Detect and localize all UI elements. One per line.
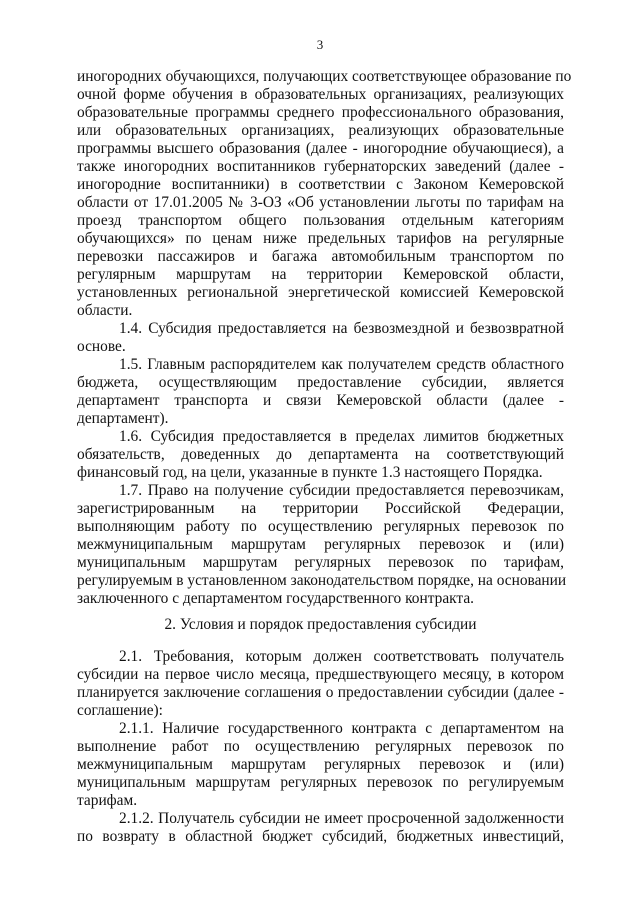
text-line: соглашение): [77, 702, 163, 719]
text-line: также иногородних воспитанников губернаторских заведений (далее - [77, 158, 564, 175]
text-line: 1.6. Субсидия предоставляется в пределах лимитов бюджетных [119, 428, 564, 445]
text-line: департамент транспорта и связи Кемеровской области (далее - [77, 392, 564, 409]
text-line: муниципальным маршрутам регулярных перевозок по регулируемым [77, 774, 564, 791]
text-line: образовательные программы среднего профессионального образования, [77, 104, 564, 121]
text-line: тарифам. [77, 792, 138, 809]
text-line: финансовый год, на цели, указанные в пункте 1.3 настоящего Порядка. [77, 464, 543, 481]
text-line: регулярным маршрутам на территории Кемеровской области, [77, 266, 564, 283]
text-line: регулируемым в установленном законодательством порядке, на основании [77, 572, 567, 589]
text-line: очной форме обучения в образовательных организациях, реализующих [77, 86, 564, 103]
paragraph-2-1 [77, 648, 564, 720]
text-line: заключенного с департаментом государственного контракта. [77, 590, 475, 607]
text-line: проезд транспортом общего пользования отдельным категориям [77, 212, 564, 229]
text-line: обучающихся» по ценам ниже предельных тарифов на регулярные [77, 230, 564, 247]
text-line: области. [77, 302, 133, 319]
text-line: межмуниципальным маршрутам регулярных перевозок и (или) [77, 536, 564, 553]
text-line: установленных региональной энергетической комиссией Кемеровской [77, 284, 564, 301]
text-line: 1.4. Субсидия предоставляется на безвозмездной и безвозвратной [119, 320, 564, 337]
document-body [77, 68, 572, 846]
text-line: планируется заключение соглашения о предоставлении субсидии (далее - [77, 684, 564, 701]
text-line: выполняющим работу по осуществлению регулярных перевозок по [77, 518, 564, 535]
text-line: департамент). [77, 410, 169, 427]
text-line: обязательств, доведенных до департамента на соответствующий [77, 446, 564, 463]
paragraph-continued [77, 68, 572, 320]
text-line: 1.7. Право на получение субсидии предоставляется перевозчикам, [119, 482, 564, 499]
paragraph-1-6 [77, 428, 564, 482]
text-line: или образовательных организациях, реализующих образовательные [77, 122, 564, 139]
paragraph-2-1-1 [77, 720, 564, 810]
text-line: субсидии на первое число месяца, предшествующего месяцу, в котором [77, 666, 564, 683]
paragraph-1-4 [77, 320, 564, 356]
text-line: перевозки пассажиров и багажа автомобильным транспортом по [77, 248, 564, 265]
text-line: иногородние воспитанники) в соответствии с Законом Кемеровской [77, 176, 564, 193]
text-line: зарегистрированным на территории Российской Федерации, [77, 500, 564, 517]
paragraph-1-5 [77, 356, 564, 428]
text-line: бюджета, осуществляющим предоставление субсидии, является [77, 374, 564, 391]
text-line: области от 17.01.2005 № 3-ОЗ «Об установлении льготы по тарифам на [77, 194, 564, 211]
text-line: по возврату в областной бюджет субсидий, бюджетных инвестиций, [77, 828, 564, 845]
text-line: 2.1.2. Получатель субсидии не имеет просроченной задолженности [119, 810, 564, 827]
page-number: 3 [316, 37, 324, 52]
text-line: 2.1.1. Наличие государственного контракта с департаментом на [119, 720, 564, 737]
text-line: межмуниципальным маршрутам регулярных перевозок и (или) [77, 756, 564, 773]
text-line: программы высшего образования (далее - иногородние обучающиеся), а [77, 140, 564, 157]
text-line: муниципальным маршрутам регулярных перевозок по тарифам, [77, 554, 564, 571]
text-line: 1.5. Главным распорядителем как получателем средств областного [119, 356, 564, 373]
text-line: основе. [77, 338, 126, 355]
section-heading: 2. Условия и порядок предоставления субсидии [164, 616, 477, 633]
text-line: выполнение работ по осуществлению регулярных перевозок по [77, 738, 564, 755]
paragraph-1-7 [77, 482, 567, 608]
text-line: 2.1. Требования, которым должен соответствовать получатель [119, 648, 564, 665]
text-line: иногородних обучающихся, получающих соответствующее образование по [77, 68, 572, 85]
paragraph-2-1-2 [77, 810, 564, 846]
